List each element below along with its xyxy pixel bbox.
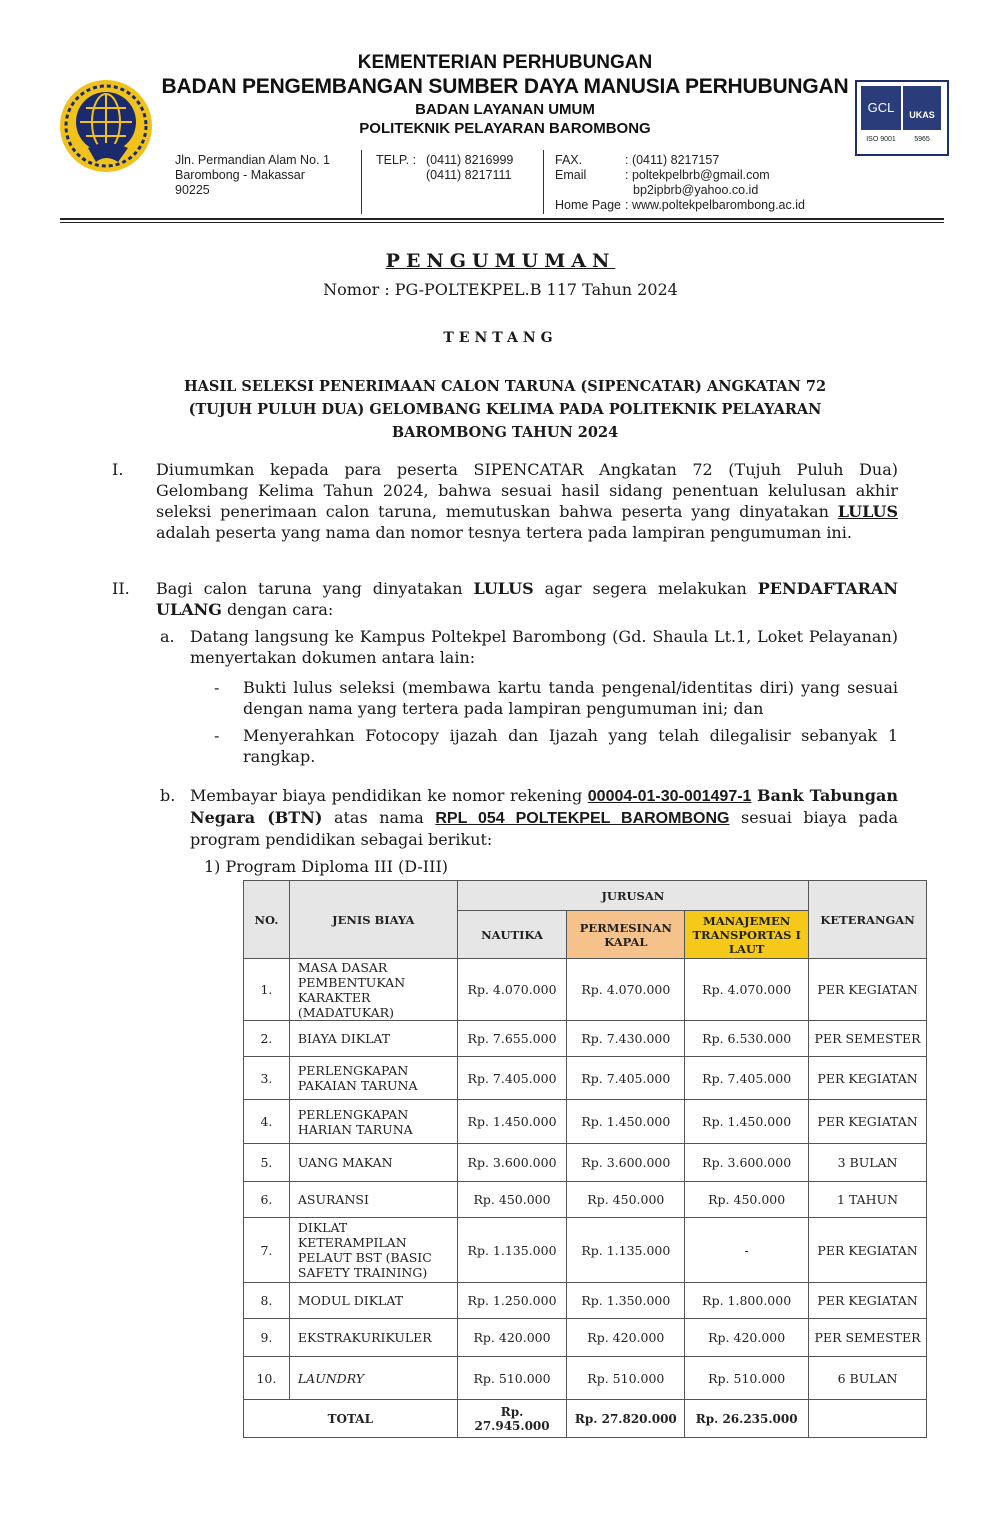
item-a-dash-2: Menyerahkan Fotocopy ijazah dan Ijazah yang telah dilegalisir sebanyak 1 rangkap. [243,726,898,766]
bullet-dash: - [214,726,220,745]
item-a-text: Datang langsung ke Kampus Poltekpel Barombong (Gd. Shaula Lt.1, Loket Pelayanan) menyertakan dokumen antara lain: [190,627,898,667]
account-holder: RPL 054 POLTEKPEL BAROMBONG [435,810,730,827]
fee-table [243,880,927,1438]
table-row: 10. LAUNDRY Rp. 510.000 Rp. 510.000 Rp. 510.000 6 BULAN [244,1357,927,1400]
table-row: 5. UANG MAKAN Rp. 3.600.000 Rp. 3.600.000 Rp. 3.600.000 3 BULAN [244,1144,927,1182]
certification-badge [855,80,949,156]
subject-heading: HASIL SELEKSI PENERIMAAN CALON TARUNA (SIPENCATAR) ANGKATAN 72 (TUJUH PULUH DUA) GELOMBANG KELIMA PADA POLITEKNIK PELAYARAN BAROMBONG TAHUN 2024 [183,378,827,441]
table-row: 1. MASA DASAR PEMBENTUKAN KARAKTER (MADATUKAR) Rp. 4.070.000 Rp. 4.070.000 Rp. 4.070.000 PER KEGIATAN [244,959,927,1021]
crown-icon [955,92,983,110]
col-header-permesinan: PERMESINAN KAPAL [567,911,685,959]
divider [361,150,362,214]
document-number: Nomor : PG-POLTEKPEL.B 117 Tahun 2024 [323,280,678,299]
col-header-jurusan: JURUSAN [457,881,808,911]
header-rule-thin [60,222,944,223]
telephone-block: TELP. : (0411) 8216999 (0411) 8217111 [376,153,514,182]
section-1-text: Diumumkan kepada para peserta SIPENCATAR Angkatan 72 (Tujuh Puluh Dua) Gelombang Kelima Tahun 2024, bahwa sesuai hasil sidang penentuan kelulusan akhir seleksi penerimaan calon taruna, memutuskan bahwa peserta yang dinyatakan LULUS adalah peserta yang nama dan nomor tesnya tertera pada lampiran pengumuman ini. [156,460,898,542]
table-row: 8. MODUL DIKLAT Rp. 1.250.000 Rp. 1.350.000 Rp. 1.800.000 PER KEGIATAN [244,1283,927,1319]
col-header-no: NO. [244,881,290,959]
table-row: 7. DIKLAT KETERAMPILAN PELAUT BST (BASIC SAFETY TRAINING) Rp. 1.135.000 Rp. 1.135.000 - PER KEGIATAN [244,1218,927,1283]
institution-name: POLITEKNIK PELAYARAN BAROMBONG [359,120,651,137]
table-row: 6. ASURANSI Rp. 450.000 Rp. 450.000 Rp. 450.000 1 TAHUN [244,1182,927,1218]
bank-name: Bank Tabungan Negara (BTN) [190,786,898,827]
item-a-number: a. [160,627,175,646]
col-header-nautika: NAUTIKA [457,911,567,959]
item-b-number: b. [160,786,176,805]
table-row: 9. EKSTRAKURIKULER Rp. 420.000 Rp. 420.000 Rp. 420.000 PER SEMESTER [244,1319,927,1357]
table-row: 3. PERLENGKAPAN PAKAIAN TARUNA Rp. 7.405.000 Rp. 7.405.000 Rp. 7.405.000 PER KEGIATAN [244,1057,927,1100]
divider [543,150,544,214]
item-a-dash-1: Bukti lulus seleksi (membawa kartu tanda pengenal/identitas diri) yang sesuai dengan nama yang tertera pada lampiran pengumuman ini; dan [243,678,898,718]
ukas-mark: UKAS [903,86,941,130]
tentang-heading: TENTANG [443,330,558,346]
fax-email-block: FAX. : (0411) 8217157 Email : poltekpelbrb@gmail.com bp2ipbrb@yahoo.co.id Home Page : www.poltekpelbarombong.ac.id [555,153,805,212]
table-row: 2. BIAYA DIKLAT Rp. 7.655.000 Rp. 7.430.000 Rp. 6.530.000 PER SEMESTER [244,1021,927,1057]
section-1-number: I. [112,460,124,479]
address-block: Jln. Permandian Alam No. 1 Barombong - Makassar 90225 [175,153,330,197]
table-row: 4. PERLENGKAPAN HARIAN TARUNA Rp. 1.450.000 Rp. 1.450.000 Rp. 1.450.000 PER KEGIATAN [244,1100,927,1144]
total-permesinan: Rp. 27.820.000 [567,1400,685,1438]
col-header-jenis: JENIS BIAYA [289,881,457,959]
total-row [244,1400,927,1438]
ukas-code: 5965 [914,136,930,143]
unit-name: BADAN LAYANAN UMUM [415,101,595,118]
header-rule [60,218,944,220]
section-2-text: Bagi calon taruna yang dinyatakan LULUS agar segera melakukan PENDAFTARAN ULANG dengan cara: [156,579,898,619]
total-label: TOTAL [244,1400,458,1438]
iso-code: ISO 9001 [866,136,896,143]
bullet-dash: - [214,678,220,697]
document-title: PENGUMUMAN [385,250,616,272]
total-nautika: Rp. 27.945.000 [457,1400,567,1438]
agency-name: BADAN PENGEMBANGAN SUMBER DAYA MANUSIA PERHUBUNGAN [161,75,849,98]
lulus-label: LULUS [837,502,898,521]
col-header-manajemen: MANAJEMEN TRANSPORTAS I LAUT [685,911,809,959]
account-number: 00004-01-30-001497-1 [587,788,752,805]
gcl-mark: GCL [861,86,901,130]
ministry-name: KEMENTERIAN PERHUBUNGAN [357,52,653,73]
item-b-text: Membayar biaya pendidikan ke nomor rekening 00004-01-30-001497-1 Bank Tabungan Negara (BTN) atas nama RPL 054 POLTEKPEL BAROMBONG sesuai biaya pada program pendidikan sebagai berikut: [190,786,899,849]
ministry-logo [58,78,154,174]
section-2-number: II. [112,579,130,598]
letterhead-titles [160,52,850,139]
program-label: 1) Program Diploma III (D-III) [204,857,448,876]
total-manajemen: Rp. 26.235.000 [685,1400,809,1438]
col-header-keterangan: KETERANGAN [809,881,927,959]
